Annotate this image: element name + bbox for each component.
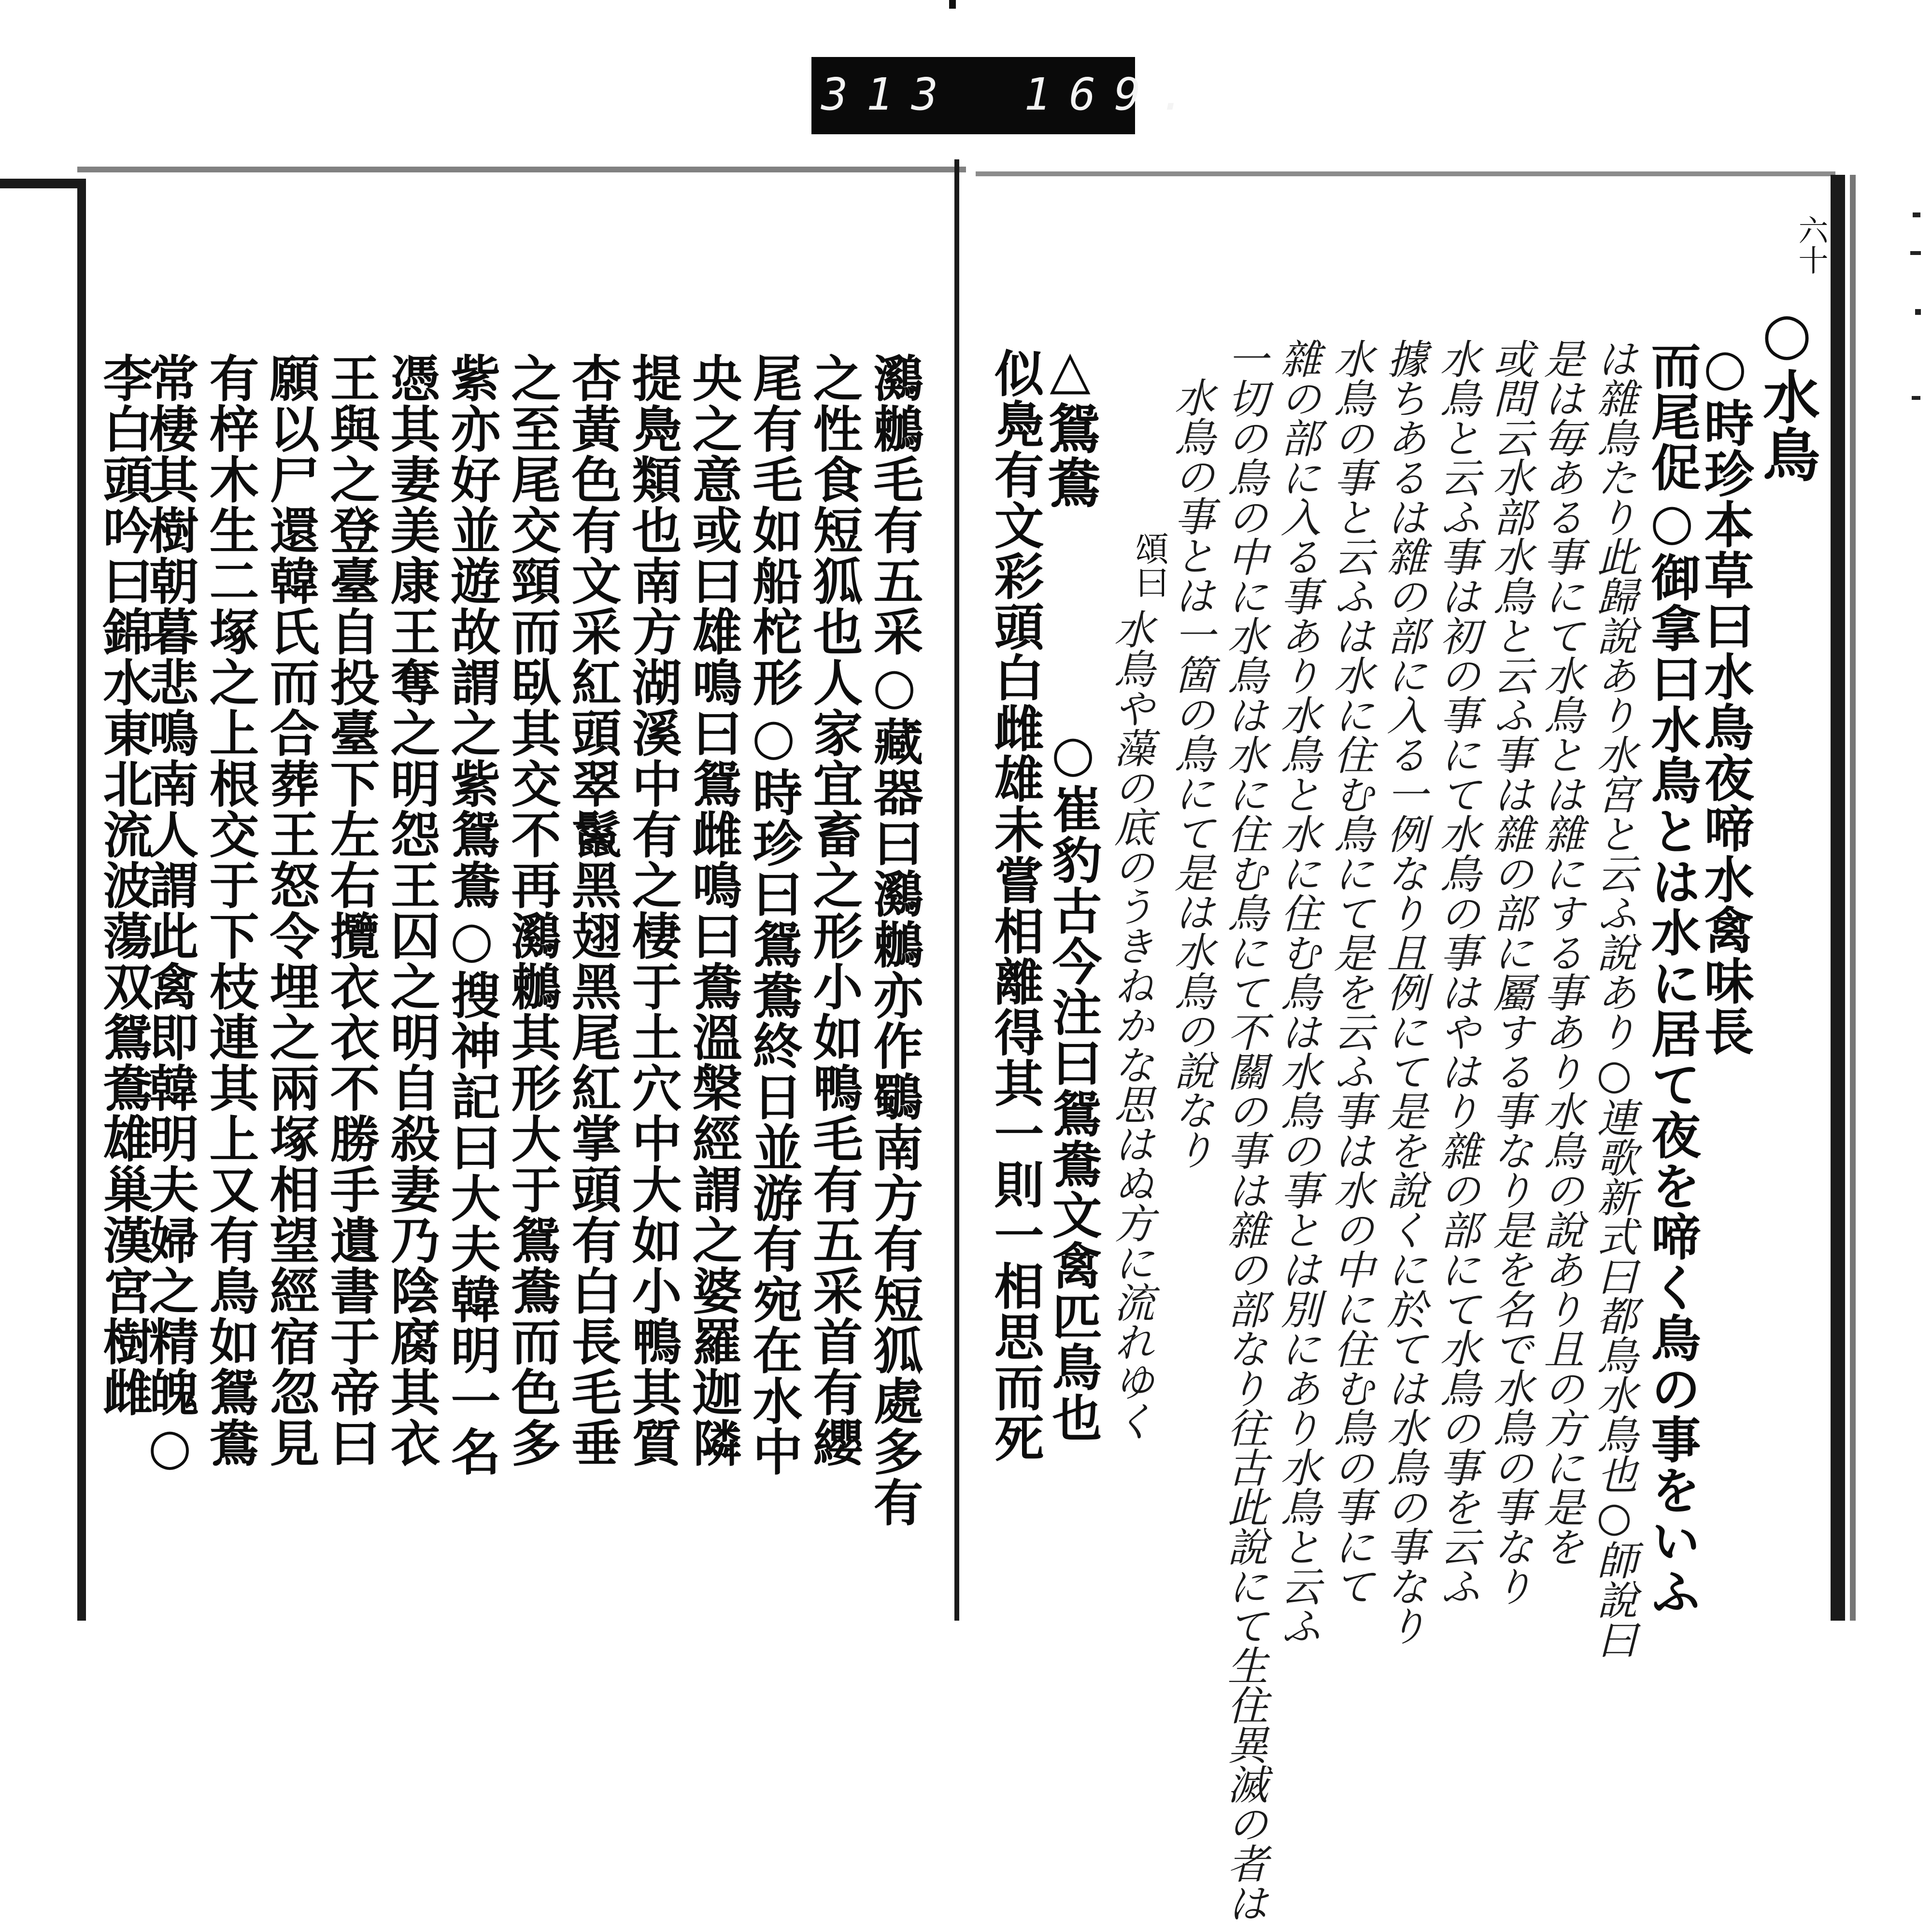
right-page-edge: [1831, 175, 1845, 1621]
text-column: 願以尸還韓氏而合葬王怒令埋之兩塚相望經宿忽見: [261, 353, 320, 1468]
top-edge-mark: [949, 0, 956, 9]
text-column: 而尾促○御拿曰水鳥とは水に居て夜を啼く鳥の事をいふ: [1643, 340, 1701, 1617]
text-column: 提鳧類也南方湖溪中有之棲于土穴中大如小鴨其質: [624, 353, 682, 1468]
text-column: ○崔豹古今注曰鴛鴦文禽匹鳥也: [1044, 724, 1102, 1443]
cursive-column: 水鳥と云ふ事は初の事にて水鳥の事はやはり雜の部にて水鳥の事を云ふ: [1434, 338, 1481, 1605]
left-page-outer-edge: [77, 179, 86, 1621]
margin-mark: [1910, 251, 1921, 255]
text-column: 王與之登臺自投臺下左右攬衣衣不勝手遺書于帝曰: [322, 353, 380, 1468]
margin-mark: [1913, 212, 1920, 217]
page-number: 六十: [1793, 215, 1829, 275]
text-column: 常棲其樹朝暮悲鳴南人謂此禽即韓明夫婦之精魄○: [141, 353, 199, 1477]
section-heading: △鴛鴦: [1039, 338, 1101, 509]
text-column: 杏黃色有文采紅頭翠鬣黑翅黑尾紅掌頭有白長毛垂: [563, 353, 622, 1468]
right-page-edge-2: [1850, 175, 1856, 1621]
book-gutter: [954, 159, 959, 1621]
text-column: 紫亦好並遊故謂之紫鴛鴦○搜神記曰大夫韓明一名: [442, 353, 501, 1477]
cursive-column: 是は毎ある事にて水鳥とは雜にする事あり水鳥の說あり且の方に是を: [1537, 338, 1585, 1566]
cursive-column: 一切の鳥の中に水鳥は水に住む鳥にて不關の事は雜の部なり往古此說にて生住異滅の者は: [1221, 338, 1268, 1922]
text-column: 李白頭吟曰錦水東北流波蕩双鴛鴦雄巢漢宮樹雌: [95, 353, 153, 1417]
top-page-edge: [77, 167, 966, 172]
cursive-column: 或問云水部水鳥と云ふ事は雜の部に屬する事なり是を名で水鳥の事なり: [1487, 338, 1534, 1605]
frame-number-left: 313: [821, 69, 957, 120]
cursive-column: は雜鳥たり此歸說あり水宮と云ふ說あり○連歌新式曰都鳥水鳥也○師說曰: [1591, 338, 1638, 1658]
text-column: 似鳧有文彩頭白雌雄未嘗相離得其一則一相思而死: [986, 348, 1044, 1463]
frame-number-right: 169.: [1024, 69, 1205, 120]
cursive-column: 水鳥の事と云ふは水に住む鳥にて是を云ふ事は水の中に住む鳥の事にて: [1327, 338, 1375, 1605]
verse-label: 頌曰: [1130, 531, 1169, 599]
text-column: 央之意或曰雄鳴曰鴛雌鳴曰鴦溫槃經謂之婆羅迦隣: [684, 353, 742, 1468]
left-cover-edge: [0, 179, 85, 188]
text-column: 尾有毛如船柁形○時珍曰鴛鴦終日並游有宛在水中: [744, 353, 803, 1477]
margin-mark: [1915, 309, 1921, 315]
cursive-column: 水鳥の事とは一箇の鳥にて是は水鳥の說なり: [1168, 377, 1215, 1169]
cursive-column: 雜の部に入る事あり水鳥と水に住む鳥は水鳥の事とは別にあり水鳥と云ふ: [1274, 338, 1321, 1645]
text-column: 有梓木生二塚之上根交于下枝連其上又有鳥如鴛鴦: [201, 353, 259, 1468]
text-column: 之至尾交頸而臥其交不再鸂鶒其形大于鴛鴦而色多: [503, 353, 561, 1468]
top-page-edge-right: [976, 171, 1835, 176]
cursive-column: 據ちあるは雜の部に入る一例なり且例にて是を說くに於ては水鳥の事なり: [1380, 338, 1428, 1645]
section-heading: ○水鳥: [1753, 299, 1820, 483]
film-frame-label: [811, 57, 1205, 134]
text-column: ○時珍本草曰水鳥夜啼水禽味長: [1696, 338, 1754, 1057]
text-column: 鸂鶒毛有五采○藏器曰鸂鶒亦作鸀南方有短狐處多有: [865, 353, 923, 1527]
text-column: 憑其妻美康王奪之明怨王囚之明自殺妻乃陰腐其衣: [382, 353, 440, 1468]
margin-mark: [1912, 396, 1920, 400]
text-column: 之性食短狐也人家宜畜之形小如鴨毛有五采首有纓: [805, 353, 863, 1468]
verse-column: 水鳥や藻の底のうきねかな思はぬ方に流れゆく: [1108, 608, 1155, 1440]
